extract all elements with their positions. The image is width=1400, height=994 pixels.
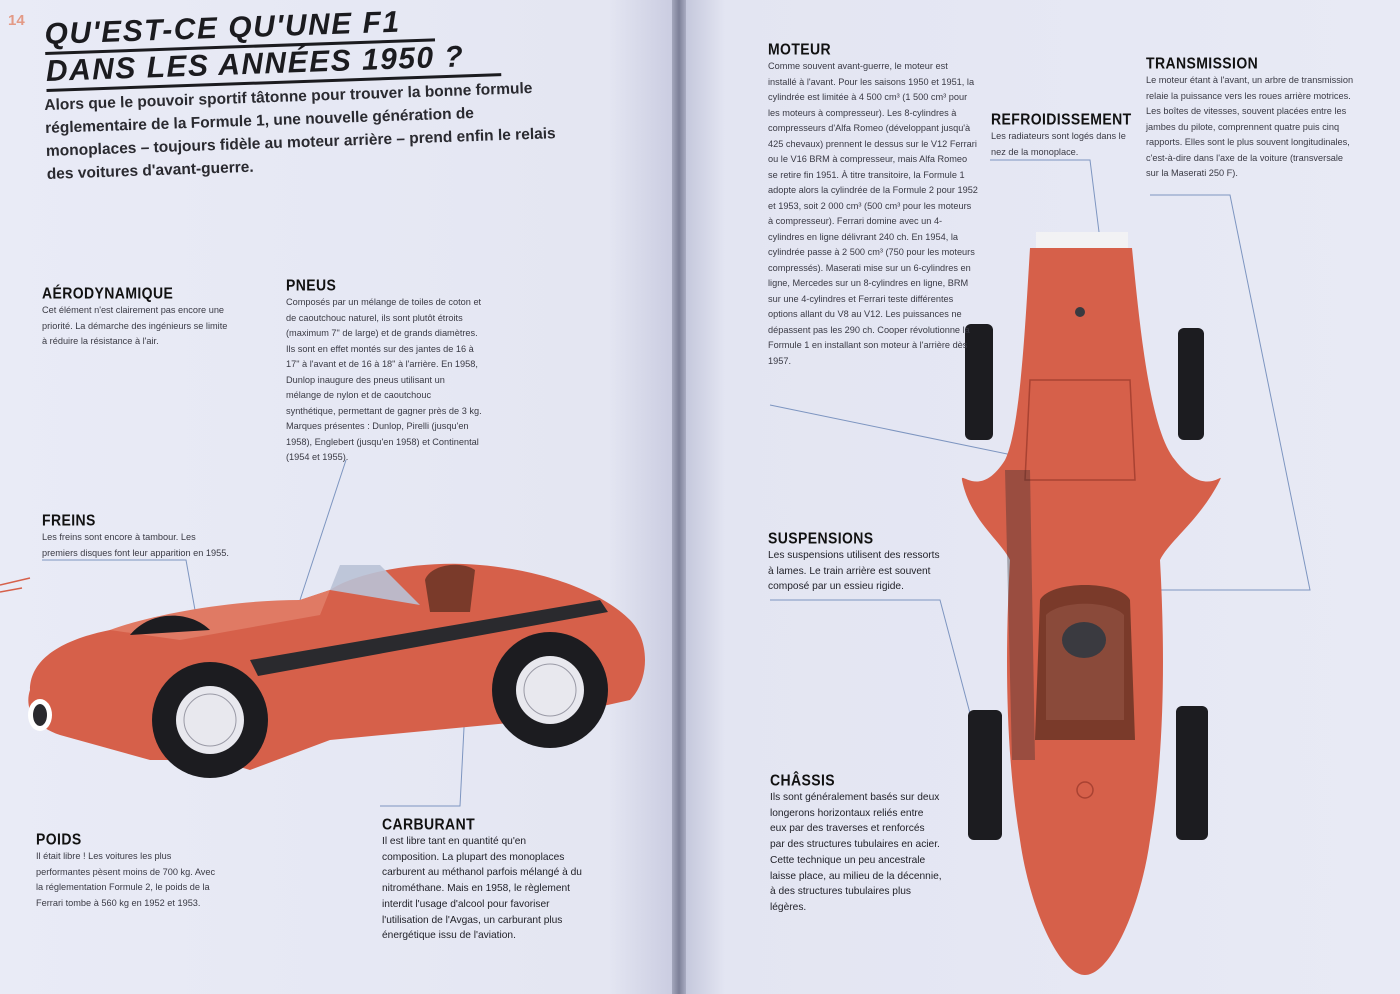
title-line-2: DANS LES ANNÉES 1950 ? [45,39,501,92]
section-text: Comme souvent avant-guerre, le moteur est installé à l'avant. Pour les saisons 1950 et 1951, la cylindrée est limitée à 4 500 cm³ (1 500 cm³ pour les moteurs à compresseur). Les 8-cylindres à compresseurs d'Alfa Romeo (développant jusqu'à 425 chevaux) prennent le dessus sur le V12 Ferrari ou le V16 BRM à compresseur, mais Alfa Romeo se retire fin 1951. À titre transitoire, la Formule 1 adopte alors la cylindrée de la Formule 2 pour 1952 et 1953, soit 2 000 cm³ (500 cm³ pour les moteurs à compresseur). Ferrari domine avec un 4-cylindres en ligne délivrant 240 ch. En 1954, la cylindrée passe à 2 500 cm³ (750 pour les moteurs compressés). Maserati mise sur un 6-cylindres en ligne, Mercedes sur un 8-cylindres en ligne, BRM sur une 4-cylindres et Ferrari teste différentes options allant du V8 au V12. Les puissances ne dépassent pas les 290 ch. Cooper révolutionne la Formule 1 en installant son moteur à l'arrière dès 1957. [768,61,978,366]
section-title: FREINS [42,511,96,529]
section-pneus [286,276,482,466]
section-poids [36,830,222,911]
top-view-car-illustration [962,232,1221,975]
section-refroidissement [991,110,1137,160]
section-suspensions [768,529,946,595]
section-title: AÉRODYNAMIQUE [42,284,174,302]
section-carburant [382,815,586,944]
section-title: POIDS [36,830,82,848]
section-text: Il était libre ! Les voitures les plus performantes pèsent moins de 700 kg. Avec la réglementation Formule 2, le poids de la Ferrari tombe à 560 kg en 1952 et 1953. [36,851,216,908]
section-chassis [770,771,942,916]
edge-decor-lines [0,578,30,592]
section-title: TRANSMISSION [1146,54,1259,72]
page-title [44,2,501,92]
intro-paragraph: Alors que le pouvoir sportif tâtonne pour trouver la bonne formule réglementaire de la Formule 1, une nouvelle génération de monoplaces – toujours fidèle au moteur arrière – prend enfin le relais des voitures d'avant-guerre. [44,79,556,183]
section-text: Les freins sont encore à tambour. Les premiers disques font leur apparition en 1955. [42,532,229,558]
side-view-car-illustration [28,564,645,778]
section-text: Ils sont généralement basés sur deux longerons horizontaux reliés entre eux par des traverses et renforcés par des structures tubulaires en acier. Cette technique un peu ancestrale laisse place, au milieu de la décennie, à des structures tubulaires plus légères. [770,792,942,913]
section-title: SUSPENSIONS [768,529,874,547]
section-moteur [768,40,978,369]
section-freins [42,511,232,561]
section-title: CARBURANT [382,815,476,833]
page-number: 14 [8,12,25,29]
section-title: PNEUS [286,276,337,294]
section-text: Les suspensions utilisent des ressorts à lames. Le train arrière est souvent composé par un essieu rigide. [768,550,940,593]
section-transmission [1146,54,1354,182]
section-aerodynamique [42,284,230,350]
section-title: MOTEUR [768,40,832,58]
section-text: Le moteur étant à l'avant, un arbre de transmission relaie la puissance vers les roues arrière motrices. Les boîtes de vitesses, souvent placées entre les jambes du pilote, comprennent quatre puis cinq rapports. Elles sont le plus souvent longitudinales, c'est-à-dire dans l'axe de la voiture (transversale sur la Maserati 250 F). [1146,75,1354,178]
section-title: CHÂSSIS [770,771,836,789]
section-text: Cet élément n'est clairement pas encore une priorité. La démarche des ingénieurs se limite à réduire la résistance à l'air. [42,305,228,346]
section-title: REFROIDISSEMENT [991,110,1132,128]
section-text: Les radiateurs sont logés dans le nez de la monoplace. [991,131,1126,157]
section-text: Il est libre tant en quantité qu'en composition. La plupart des monoplaces carburent au méthanol parfois mélangé à du nitrométhane. Mais en 1958, le règlement interdit l'usage d'alcool pour favoriser l'utilisation de l'Avgas, un carburant plus énergétique issu de l'aviation. [382,836,582,942]
title-line-1: QU'EST-CE QU'UNE F1 [44,4,435,55]
section-text: Composés par un mélange de toiles de coton et de caoutchouc naturel, ils sont plutôt étroits (maximum 7" de large) et de grands diamètres. Ils sont en effet montés sur des jantes de 16 à 17" à l'avant et de 16 à 18" à l'arrière. En 1958, Dunlop inaugure des pneus utilisant un mélange de nylon et de caoutchouc synthétique, permettant de gagner près de 3 kg. Marques présentes : Dunlop, Pirelli (jusqu'en 1958), Englebert (jusqu'en 1958) et Continental (1954 et 1955). [286,297,482,462]
